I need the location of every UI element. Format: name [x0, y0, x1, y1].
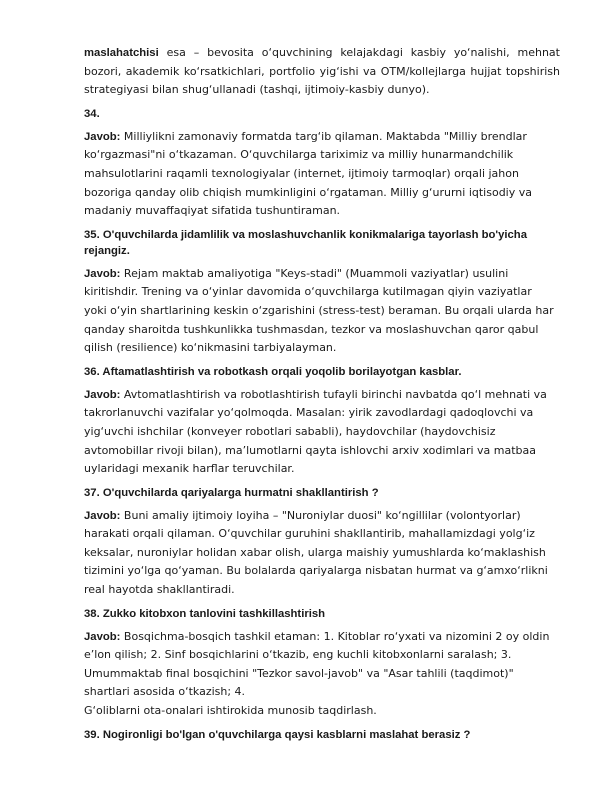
- answer-line: qilish (resilience) ko‘nikmasini tarbiyalayman.: [84, 341, 337, 355]
- question-39: 39. Nogironligi bo'lgan o'quvchilarga qaysi kasblarni maslahat berasiz ?: [84, 728, 471, 741]
- answer-line: avtomobillar rivoji bilan), ma’lumotlarni qayta ishlovchi arxiv xodimlari va matbaa: [84, 443, 537, 457]
- question-34: 34.: [84, 107, 100, 120]
- answer-34: [84, 128, 560, 221]
- answer-line: e’lon qilish; 2. Sinf bosqichlarini o‘tkazib, eng kuchli kitobxonlarni saralash; 3.: [84, 648, 512, 662]
- answer-line: tizimini yo‘lga qo‘yaman. Bu bolalarda qariyalarga nisbatan hurmat va g‘amxo‘rlikni: [84, 564, 548, 578]
- answer-line: real hayotda shakllantiradi.: [84, 583, 235, 597]
- answer-label: Javob:: [84, 267, 121, 280]
- answer-37: [84, 507, 560, 600]
- answer-line: shartlari asosida o‘tkazish; 4.: [84, 685, 246, 699]
- question-38: 38. Zukko kitobxon tanlovini tashkillashtirish: [84, 607, 326, 620]
- answer-36: [84, 386, 560, 479]
- answer-label: Javob:: [84, 130, 121, 143]
- question-36: 36. Aftamatlashtirish va robotkash orqali yoqolib borilayotgan kasblar.: [84, 365, 462, 378]
- answer-line: G‘oliblarni ota-onalari ishtirokida munosib taqdirlash.: [84, 704, 377, 718]
- intro-text: esa – bevosita o‘quvchining kelajakdagi kasbiy yo‘nalishi, mehnat bozori, akademik ko‘rsatkichlari, portfolio yig‘ishi va OTM/kollejlarga hujjat topshirish strategiyasi bilan shug‘ullanadi (tashqi, ijtimoiy-kasbiy dunyo).: [84, 46, 560, 97]
- answer-line: qanday sharoitda tushkunlikka tushmasdan, tezkor va moslashuvchan qaror qabul: [84, 322, 539, 336]
- answer-line: Bosqichma-bosqich tashkil etaman: 1. Kitoblar ro‘yxati va nizomini 2 oy oldin: [123, 629, 550, 643]
- answer-38: [84, 628, 560, 721]
- answer-line: harakati orqali qilaman. O‘quvchilar guruhini shakllantirib, mahallamizdagi yolg‘iz: [84, 527, 535, 541]
- answer-line: Umummaktab final bosqichini "Tezkor savol-javob" va "Asar tahlili (taqdimot)": [84, 666, 514, 680]
- answer-line: keksalar, nuroniylar holidan xabar olish, ularga maishiy yumushlarda ko‘maklashish: [84, 545, 546, 559]
- intro-lead: maslahatchisi: [84, 47, 159, 59]
- answer-line: bozoriga qanday olib chiqish mumkinligini o‘rgataman. Milliy g‘ururni iqtisodiy va: [84, 185, 532, 199]
- answer-line: madaniy muvaffaqiyat sifatida tushuntiraman.: [84, 204, 341, 218]
- answer-35: [84, 265, 560, 358]
- answer-line: Rejam maktab amaliyotiga "Keys-stadi" (Muammoli vaziyatlar) usulini: [123, 266, 509, 280]
- answer-line: Avtomatlashtirish va robotlashtirish tufayli birinchi navbatda qo‘l mehnati va: [123, 387, 547, 401]
- answer-line: uylaridagi mexanik harflar teruvchilar.: [84, 462, 295, 476]
- answer-label: Javob:: [84, 509, 121, 522]
- answer-line: kiritishdir. Trening va o‘yinlar davomida o‘quvchilarga kutilmagan qiyin vaziyatlar: [84, 285, 532, 299]
- answer-line: takrorlanuvchi vazifalar yo‘qolmoqda. Masalan: yirik zavodlardagi qadoqlovchi va: [84, 406, 534, 420]
- answer-label: Javob:: [84, 388, 121, 401]
- answer-line: yig‘uvchi ishchilar (konveyer robotlari sababli), haydovchilar (haydovchisiz: [84, 424, 496, 438]
- answer-line: ko‘rgazmasi"ni o‘tkazaman. O‘quvchilarga tariximiz va milliy hunarmandchilik: [84, 148, 514, 162]
- answer-line: yoki o‘yin shartlarining keskin o‘zgarishini (stress-test) beraman. Bu orqali ularda har: [84, 303, 554, 317]
- answer-label: Javob:: [84, 630, 121, 643]
- question-37: 37. O'quvchilarda qariyalarga hurmatni shakllantirish ?: [84, 486, 379, 499]
- intro-paragraph: [84, 44, 560, 100]
- answer-line: mahsulotlarini raqamli texnologiyalar (internet, ijtimoiy tarmoqlar) orqali jahon: [84, 166, 519, 180]
- answer-line: Buni amaliy ijtimoiy loyiha – "Nuroniylar duosi" ko‘ngillilar (volontyorlar): [123, 508, 521, 522]
- answer-line: Milliylikni zamonaviy formatda targ‘ib qilaman. Maktabda "Milliy brendlar: [123, 129, 527, 143]
- question-35: 35. O'quvchilarda jidamlilik va moslashuvchanlik konikmalariga tayorlash bo'yicha rejangiz.: [84, 228, 527, 257]
